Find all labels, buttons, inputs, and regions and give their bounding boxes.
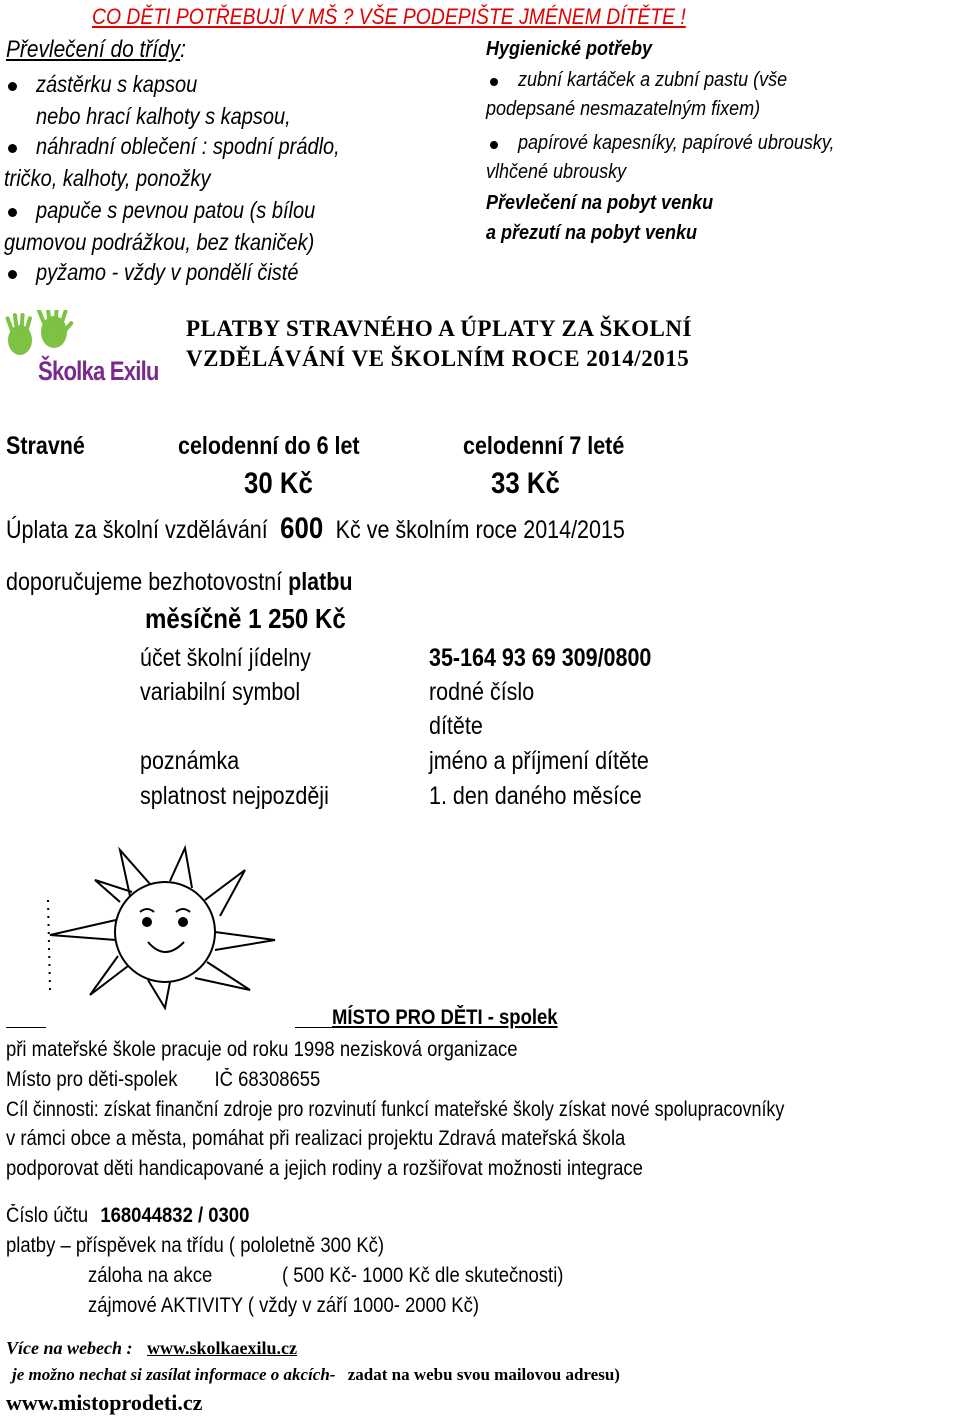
footer-email-italic: je možno nechat si zasílat informace o akcích- [12,1365,336,1384]
left-list-title-row [6,36,186,64]
page-banner: CO DĚTI POTŘEBUJÍ V MŠ ? VŠE PODEPIŠTE JMÉNEM DÍTĚTE ! [92,4,686,29]
right-extra-line-1: Převlečení na pobyt venku [486,192,714,214]
due-value: 1. den daného měsíce [429,782,642,810]
association-ic: IČ 68308655 [214,1068,321,1091]
left-item-2-line-1: náhradní oblečení : spodní prádlo, [36,133,340,159]
signature-line [6,1027,46,1028]
tuition-amount: 600 [280,512,324,545]
meals-label: Stravné [6,432,85,460]
left-item-4-line-1: pyžamo - vždy v pondělí čisté [36,259,299,285]
monthly-amount: měsíčně 1 250 Kč [145,603,346,634]
tuition-suffix: Kč ve školním roce 2014/2015 [335,516,625,544]
association-name: Místo pro děti-spolek [6,1068,178,1091]
note-value: jméno a příjmení dítěte [429,747,649,775]
bullet-icon [490,78,498,86]
footer-web-row [6,1338,297,1359]
right-item-2-line-2: vlhčené ubrousky [486,161,627,183]
under6-label: celodenní do 6 let [178,432,360,460]
association-advance-value: ( 500 Kč- 1000 Kč dle skutečnosti) [282,1264,564,1287]
bullet-icon [8,144,17,153]
title-underline-lead [295,1027,332,1028]
recommend-prefix: doporučujeme bezhotovostní [6,568,283,596]
left-item-1-line-2: nebo hrací kalhoty s kapsou, [36,103,291,129]
association-line-3: Cíl činnosti: získat finanční zdroje pro rozvinutí funkcí mateřské školy získat nové spolupracovníky [6,1098,785,1121]
right-item-1-line-1: zubní kartáček a zubní pastu (vše [518,69,788,91]
left-list-title: Převlečení do třídy [6,36,181,63]
right-item-2-line-1: papírové kapesníky, papírové ubrousky, [518,132,835,154]
logo-text: Školka Exilu [38,356,159,386]
vs-label: variabilní symbol [140,678,301,706]
association-account-prefix: Číslo účtu [6,1204,89,1227]
school-logo [4,310,164,392]
account-value: 35-164 93 69 309/0800 [429,644,652,672]
vs-value-line-2: dítěte [429,712,483,740]
association-title: MÍSTO PRO DĚTI - spolek [332,1006,558,1029]
association-account-row [6,1204,249,1228]
age7-label: celodenní 7 leté [463,432,625,460]
bullet-icon [490,141,498,149]
left-item-1-line-1: zástěrku s kapsou [36,71,198,97]
association-activities: zájmové AKTIVITY ( vždy v září 1000- 2000 Kč) [88,1294,479,1317]
account-label: účet školní jídelny [140,644,311,672]
footer-email-row [12,1365,620,1385]
right-item-1-line-2: podepsané nesmazatelným fixem) [486,98,761,120]
under6-price: 30 Kč [244,467,313,500]
association-line-1: při mateřské škole pracuje od roku 1998 nezisková organizace [6,1038,518,1061]
left-item-3-line-1: papuče s pevnou patou (s bílou [36,197,316,223]
payments-title-line-2: VZDĚLÁVÁNÍ VE ŠKOLNÍM ROCE 2014/2015 [186,346,690,371]
left-item-2-line-2: tričko, kalhoty, ponožky [4,165,211,191]
bullet-icon [8,208,17,217]
tuition-row [6,512,625,546]
sun-drawing [20,840,290,1010]
due-label: splatnost nejpozději [140,782,329,810]
association-advance-label: záloha na akce [88,1264,213,1287]
footer-link-mistoprodeti[interactable]: www.mistoprodeti.cz [6,1390,203,1415]
recommend-row [6,568,353,597]
bullet-icon [8,82,17,91]
left-item-3-line-2: gumovou podrážkou, bez tkaniček) [4,229,315,255]
tuition-prefix: Úplata za školní vzdělávání [6,516,268,544]
payments-title-line-1: PLATBY STRAVNÉHO A ÚPLATY ZA ŠKOLNÍ [186,316,692,341]
association-account-value: 168044832 / 0300 [100,1204,250,1227]
bullet-icon [8,270,17,279]
association-line-4: v rámci obce a města, pomáhat při realizaci projektu Zdravá mateřská škola [6,1127,626,1150]
footer-link-skolkaexilu[interactable]: www.skolkaexilu.cz [146,1338,297,1358]
association-fees: platby – příspěvek na třídu ( pololetně 300 Kč) [6,1234,385,1257]
association-line-5: podporovat děti handicapované a jejich rodiny a rozšiřovat možnosti integrace [6,1157,643,1180]
right-list-title: Hygienické potřeby [486,38,653,60]
footer-email-rest: zadat na webu svou mailovou adresu) [347,1365,620,1384]
right-extra-line-2: a přezutí na pobyt venku [486,222,698,244]
left-list-title-colon: : [180,36,186,63]
sun-drawing-icon [20,840,290,1010]
note-label: poznámka [140,747,240,775]
vs-value-line-1: rodné číslo [429,678,535,706]
footer-web-prefix: Více na webech : [6,1338,133,1358]
recommend-bold: platbu [288,568,353,596]
age7-price: 33 Kč [491,467,560,500]
association-line-2 [6,1068,320,1092]
